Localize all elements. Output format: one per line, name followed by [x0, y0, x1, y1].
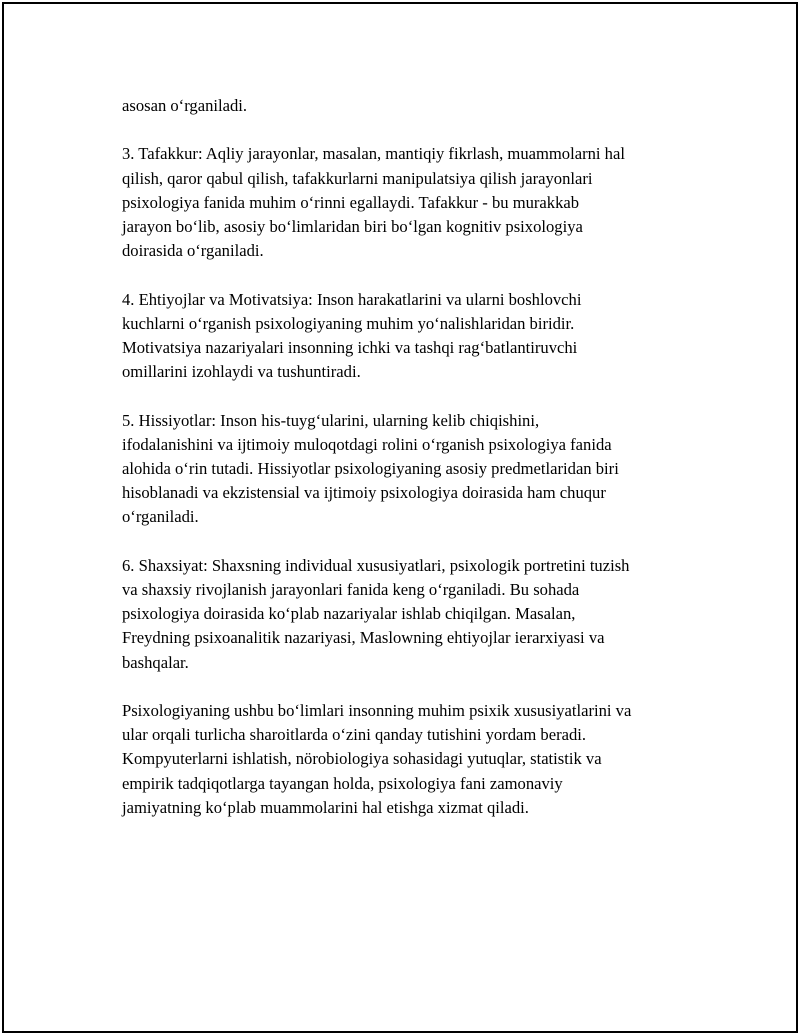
paragraph-conclusion: Psixologiyaning ushbu bo‘limlari insonning muhim psixik xususiyatlarini va ular orqali turlicha sharoitlarda o‘zini qanday tutishini yordam beradi. Kompyuterlarni ishlatish, nörobiologiya sohasidagi yutuqlar, statistik va empirik tadqiqotlarga tayangan holda, psixologiya fani zamonaviy jamiyatning ko‘plab muammolarini hal etishga xizmat qiladi.: [122, 701, 632, 817]
paragraph-hissiyotlar: 5. Hissiyotlar: Inson his-tuyg‘ularini, ularning kelib chiqishini, ifodalanishini va ijtimoiy muloqotdagi rolini o‘rganish psixologiya fanida alohida o‘rin tutadi. Hissiyotlar psixologiyaning asosiy predmetlaridan biri hisoblanadi va ekzistensial va ijtimoiy psixologiya doirasida ham chuqur o‘rganiladi.: [122, 410, 619, 527]
paragraph-motivatsiya: 4. Ehtiyojlar va Motivatsiya: Inson harakatlarini va ularni boshlovchi kuchlarni o‘rganish psixologiyaning muhim yo‘nalishlaridan biridir. Motivatsiya nazariyalari insonning ichki va tashqi rag‘batlantiruvchi omillarini izohlaydi va tushuntiradi.: [122, 289, 582, 382]
paragraph-continuation: asosan o‘rganiladi.: [122, 96, 248, 115]
paragraph-tafakkur: 3. Tafakkur: Aqliy jarayonlar, masalan, mantiqiy fikrlash, muammolarni hal qilish, qaror qabul qilish, tafakkurlarni manipulatsiya qilish jarayonlari psixologiya fanida muhim o‘rinni egallaydi. Tafakkur - bu murakkab jarayon bo‘lib, asosiy bo‘limlaridan biri bo‘lgan kognitiv psixologiya doirasida o‘rganiladi.: [122, 144, 625, 261]
paragraph-shaxsiyat: 6. Shaxsiyat: Shaxsning individual xususiyatlari, psixologik portretini tuzish va shaxsiy rivojlanish jarayonlari fanida keng o‘rganiladi. Bu sohada psixologiya doirasida ko‘plab nazariyalar ishlab chiqilgan. Masalan, Freydning psixoanalitik nazariyasi, Maslowning ehtiyojlar ierarxiyasi va bashqalar.: [122, 555, 630, 672]
document-body: [122, 94, 692, 844]
document-page: [2, 2, 798, 1033]
